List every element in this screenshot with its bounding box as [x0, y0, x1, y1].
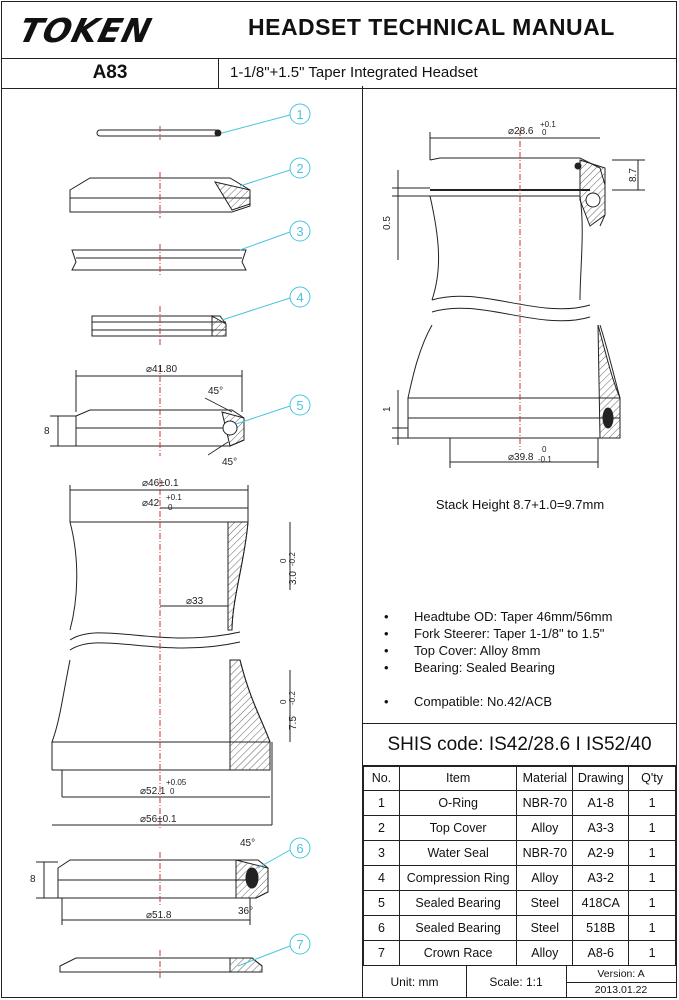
- table-row: 7 Crown Race Alloy A8-6 1: [364, 941, 676, 966]
- dim-angle-45-b: 45°: [222, 457, 238, 468]
- o-ring-drawing: [97, 126, 221, 140]
- upper-bearing-drawing: [50, 365, 244, 456]
- dim-h0-5: 0.5: [382, 216, 393, 230]
- callout-5: [236, 395, 310, 424]
- spec-headtube: • Headtube OD: Taper 46mm/56mm: [372, 608, 612, 625]
- callout-1: [222, 104, 310, 133]
- svg-text:0: 0: [279, 699, 288, 704]
- version-label: Version: A: [566, 966, 676, 983]
- model-description: 1-1/8"+1.5" Taper Integrated Headset: [230, 64, 478, 81]
- spec-list: [372, 608, 612, 710]
- svg-text:1: 1: [296, 107, 304, 122]
- table-row: 1 O-Ring NBR-70 A1-8 1: [364, 791, 676, 816]
- svg-text:0: 0: [542, 445, 547, 454]
- callout-2: [240, 158, 310, 186]
- svg-text:4: 4: [296, 290, 304, 305]
- spec-top-cover: • Top Cover: Alloy 8mm: [372, 642, 612, 659]
- dim-h7-5: 7.5: [288, 716, 299, 730]
- svg-text:+0.1: +0.1: [540, 120, 556, 129]
- col-material: Material: [517, 766, 573, 791]
- col-drawing: Drawing: [573, 766, 629, 791]
- model-number: A83: [2, 58, 219, 88]
- table-row: 6 Sealed Bearing Steel 518B 1: [364, 916, 676, 941]
- assembly-drawing: [392, 130, 645, 468]
- svg-text:0: 0: [168, 503, 173, 512]
- dim-angle-45-a: 45°: [208, 386, 224, 397]
- spec-fork-steerer: • Fork Steerer: Taper 1-1/8" to 1.5": [372, 625, 612, 642]
- callout-3: [240, 221, 310, 250]
- top-cover-drawing: [70, 172, 250, 218]
- dim-h8-b: 8: [30, 874, 36, 885]
- table-row: 4 Compression Ring Alloy A3-2 1: [364, 866, 676, 891]
- stack-height: Stack Height 8.7+1.0=9.7mm: [435, 497, 605, 512]
- table-row: 3 Water Seal NBR-70 A2-9 1: [364, 841, 676, 866]
- date-label: 2013.01.22: [594, 984, 648, 996]
- svg-text:-0.2: -0.2: [288, 691, 297, 705]
- svg-text:-0.1: -0.1: [538, 455, 552, 464]
- svg-text:7: 7: [296, 937, 304, 952]
- dim-d33: ⌀33: [186, 596, 204, 607]
- svg-text:+0.1: +0.1: [166, 493, 182, 502]
- svg-text:0: 0: [170, 787, 175, 796]
- dim-d28-6: ⌀28.6: [508, 126, 534, 137]
- svg-text:2: 2: [296, 161, 304, 176]
- spec-compatible: • Compatible: No.42/ACB: [372, 693, 612, 710]
- footer-block: [363, 965, 676, 998]
- unit-label: Unit: mm: [363, 966, 467, 998]
- col-no: No.: [364, 766, 400, 791]
- spec-bearing: • Bearing: Sealed Bearing: [372, 659, 612, 676]
- table-header-row: [364, 766, 676, 791]
- dim-d46: ⌀46±0.1: [142, 478, 179, 489]
- callout-6: [258, 838, 310, 868]
- svg-text:+0.05: +0.05: [166, 778, 187, 787]
- dim-d39-8: ⌀39.8: [508, 452, 534, 463]
- dim-h1: 1: [382, 406, 393, 412]
- svg-text:6: 6: [296, 841, 304, 856]
- col-item: Item: [399, 766, 517, 791]
- svg-text:3: 3: [296, 224, 304, 239]
- dim-d41-80: ⌀41.80: [146, 364, 178, 375]
- table-row: 5 Sealed Bearing Steel 418CA 1: [364, 891, 676, 916]
- table-row: 2 Top Cover Alloy A3-3 1: [364, 816, 676, 841]
- water-seal-drawing: [72, 244, 246, 276]
- dim-d42: ⌀42: [142, 498, 160, 509]
- dim-angle-45-c: 45°: [240, 838, 256, 849]
- svg-text:5: 5: [296, 398, 304, 413]
- dim-d51-8: ⌀51.8: [146, 910, 172, 921]
- brand-logo: TOKEN: [15, 11, 157, 50]
- crown-race-drawing: [60, 950, 262, 980]
- dim-h3: 3.0: [288, 571, 299, 585]
- page-title: HEADSET TECHNICAL MANUAL: [248, 14, 615, 40]
- scale-label: Scale: 1:1: [466, 966, 567, 998]
- compression-ring-drawing: [92, 306, 226, 346]
- col-qty: Q'ty: [629, 766, 676, 791]
- svg-text:0: 0: [542, 128, 547, 137]
- svg-text:0: 0: [279, 558, 288, 563]
- dim-angle-36: 36°: [238, 906, 254, 917]
- callout-4: [222, 287, 310, 320]
- dim-h8-a: 8: [44, 426, 50, 437]
- dim-d52-1: ⌀52.1: [140, 786, 166, 797]
- dim-d56: ⌀56±0.1: [140, 814, 177, 825]
- parts-table: [363, 765, 676, 966]
- dim-h8-7: 8.7: [628, 168, 639, 182]
- shis-code: SHIS code: IS42/28.6 I IS52/40: [363, 723, 676, 767]
- svg-text:-0.2: -0.2: [288, 552, 297, 566]
